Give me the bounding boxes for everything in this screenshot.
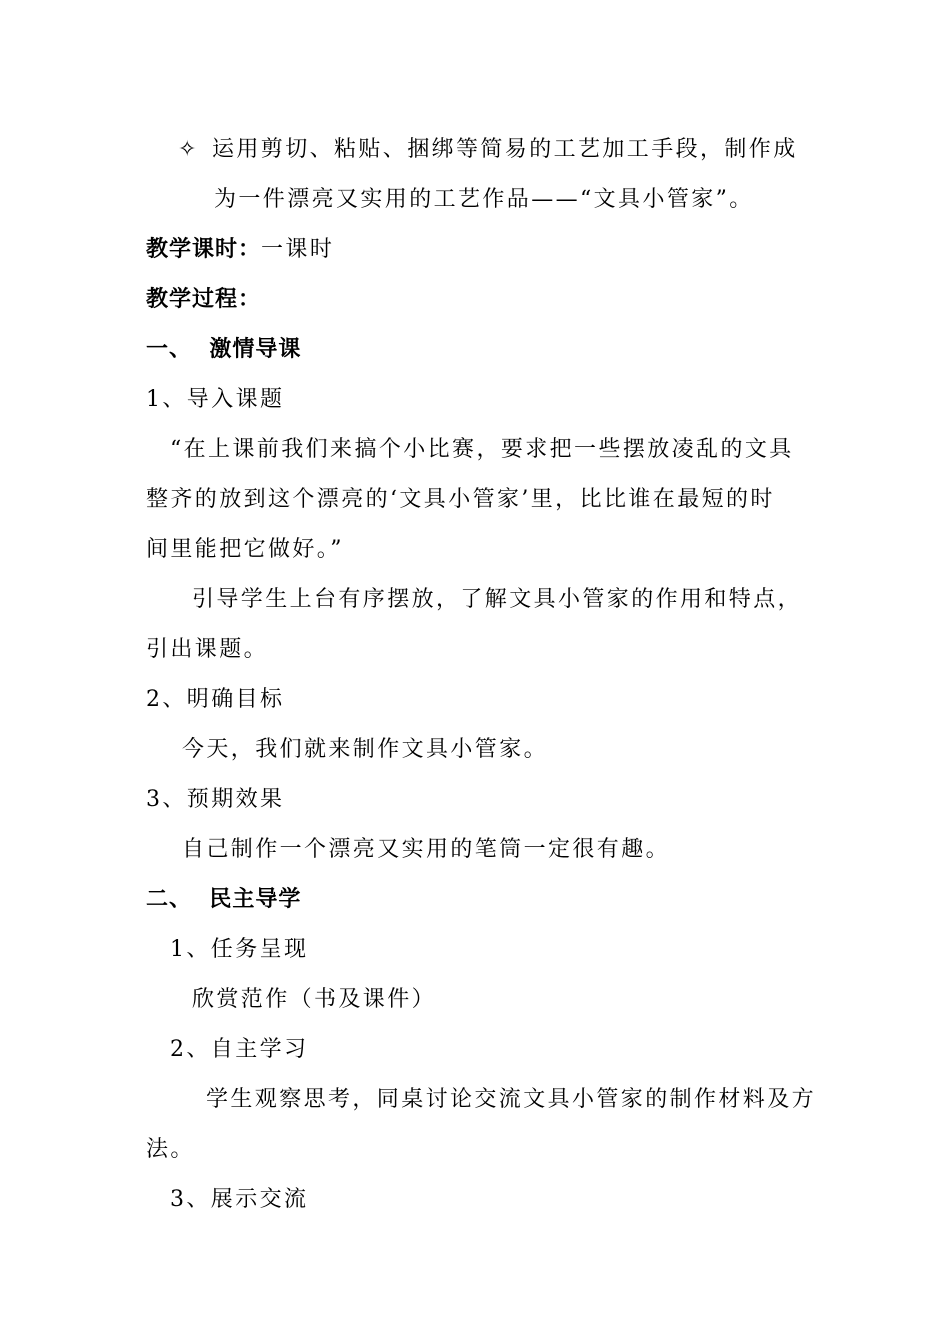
section-2-item-3-title: 3、展示交流	[170, 1187, 309, 1212]
lesson-time-value: 一课时	[261, 237, 335, 262]
quote-line-2: 整齐的放到这个漂亮的‘文具小管家’里，比比谁在最短的时	[146, 487, 775, 512]
section-1-item-2-title: 2、明确目标	[146, 687, 285, 712]
section-2-item-1-title: 1、任务呈现	[170, 937, 309, 962]
section-2-item-2-line-1: 学生观察思考，同桌讨论交流文具小管家的制作材料及方	[206, 1087, 817, 1112]
section-1-item-1-title: 1、导入课题	[146, 387, 285, 412]
guide-line-1: 引导学生上台有序摆放，了解文具小管家的作用和特点，	[192, 587, 803, 612]
section-2-item-1-text: 欣赏范作（书及课件）	[192, 987, 437, 1012]
quote-line-1: “在上课前我们来搞个小比赛，要求把一些摆放凌乱的文具	[170, 437, 794, 462]
sparkle-bullet-icon: ✧	[178, 137, 199, 162]
section-2-item-2-title: 2、自主学习	[170, 1037, 309, 1062]
section-1-item-3-text: 自己制作一个漂亮又实用的笔筒一定很有趣。	[182, 837, 671, 862]
lesson-time-label: 教学课时：	[146, 237, 262, 262]
guide-line-2: 引出课题。	[146, 637, 269, 662]
quote-line-3: 间里能把它做好。”	[146, 537, 344, 562]
bullet-text-1: 运用剪切、粘贴、捆绑等简易的工艺加工手段，制作成	[212, 137, 798, 162]
section-1-item-2-text: 今天，我们就来制作文具小管家。	[182, 737, 549, 762]
section-2-item-2-line-2: 法。	[146, 1137, 195, 1162]
section-2-title: 二、 民主导学	[146, 887, 302, 912]
section-1-title: 一、 激情导课	[146, 337, 302, 362]
bullet-line-1	[178, 135, 838, 165]
process-heading: 教学过程：	[146, 287, 262, 312]
bullet-line-2: 为一件漂亮又实用的工艺作品——“文具小管家”。	[214, 187, 754, 212]
lesson-time	[146, 235, 806, 265]
section-1-item-3-title: 3、预期效果	[146, 787, 285, 812]
